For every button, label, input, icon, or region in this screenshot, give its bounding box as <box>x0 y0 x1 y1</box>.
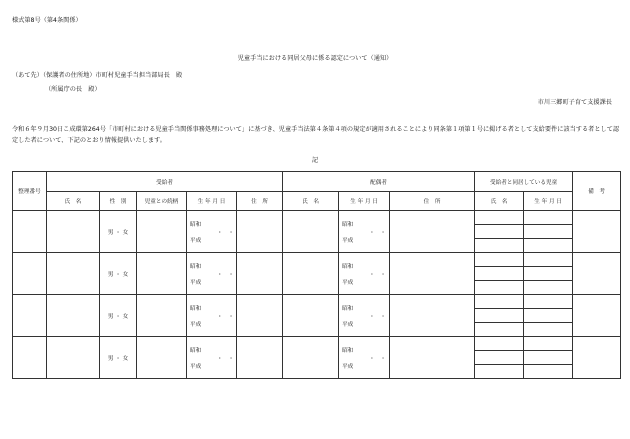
date-dots: ・ ・ <box>369 229 386 236</box>
date-dots: ・ ・ <box>369 313 386 320</box>
era-showa: 昭和 <box>342 263 354 270</box>
cell-recipient-address[interactable] <box>237 295 283 337</box>
cell-recipient-relation[interactable] <box>137 295 187 337</box>
cell-child-birthdate[interactable] <box>524 267 573 281</box>
sender-name: 市川三郷町子育て支援課長 <box>537 99 612 106</box>
header-spouse-name: 氏 名 <box>283 192 339 211</box>
cell-child-birthdate[interactable] <box>524 337 573 351</box>
cell-seiri[interactable] <box>13 337 47 379</box>
cell-spouse-birthdate[interactable] <box>339 211 390 253</box>
cell-child-birthdate[interactable] <box>524 225 573 239</box>
cell-seiri[interactable] <box>13 295 47 337</box>
era-heisei: 平成 <box>190 279 202 286</box>
header-biko: 備 考 <box>573 172 621 211</box>
cell-child-birthdate[interactable] <box>524 309 573 323</box>
cell-spouse-name[interactable] <box>283 337 339 379</box>
era-heisei: 平成 <box>342 237 354 244</box>
date-dots: ・ ・ <box>369 355 386 362</box>
cell-spouse-address[interactable] <box>390 211 475 253</box>
cell-spouse-name[interactable] <box>283 253 339 295</box>
cell-recipient-relation[interactable] <box>137 211 187 253</box>
era-heisei: 平成 <box>342 363 354 370</box>
document-title: 児童手当における同居父母に係る認定について（通知） <box>237 55 393 62</box>
era-heisei: 平成 <box>342 321 354 328</box>
ki-heading: 記 <box>311 157 319 164</box>
header-spouse-birthdate: 生 年 月 日 <box>339 192 390 211</box>
date-dots: ・ ・ <box>217 271 234 278</box>
cell-child-name[interactable] <box>475 337 524 351</box>
cell-spouse-address[interactable] <box>390 295 475 337</box>
cell-recipient-address[interactable] <box>237 337 283 379</box>
header-recipient-gender: 性 別 <box>100 192 137 211</box>
cell-child-birthdate[interactable] <box>524 295 573 309</box>
era-heisei: 平成 <box>190 363 202 370</box>
cell-child-name[interactable] <box>475 295 524 309</box>
header-spouse-address: 住 所 <box>390 192 475 211</box>
cell-recipient-name[interactable] <box>47 337 100 379</box>
era-showa: 昭和 <box>190 347 202 354</box>
cell-recipient-name[interactable] <box>47 211 100 253</box>
record-table <box>12 171 621 379</box>
cell-recipient-birthdate[interactable] <box>187 211 237 253</box>
body-paragraph: 令和６年９月30日こ成環第264号「市町村における児童手当関係事務処理について」に基づき、児童手当法第４条第４項の規定が適用されることにより同条第１項第１号に掲げる者として支給要件に該当する者として認定した者について、下記のとおり情報提供いたします。 <box>12 126 620 144</box>
cell-spouse-address[interactable] <box>390 253 475 295</box>
cell-spouse-birthdate[interactable] <box>339 253 390 295</box>
cell-child-birthdate[interactable] <box>524 253 573 267</box>
header-seiri-bango: 整理番号 <box>13 172 47 211</box>
cell-child-name[interactable] <box>475 351 524 365</box>
era-showa: 昭和 <box>342 305 354 312</box>
cell-biko[interactable] <box>573 337 621 379</box>
cell-child-birthdate[interactable] <box>524 365 573 379</box>
cell-biko[interactable] <box>573 253 621 295</box>
cell-recipient-relation[interactable] <box>137 337 187 379</box>
header-recipient-relation: 児童との続柄 <box>137 192 187 211</box>
cell-recipient-gender: 男 ・ 女 <box>100 295 137 337</box>
cell-child-birthdate[interactable] <box>524 351 573 365</box>
cell-spouse-name[interactable] <box>283 295 339 337</box>
addressee-line-1: （あて先）（保護者の住所地）市町村児童手当担当部局長 殿 <box>12 72 183 79</box>
cell-child-name[interactable] <box>475 309 524 323</box>
cell-recipient-gender: 男 ・ 女 <box>100 211 137 253</box>
era-showa: 昭和 <box>342 221 354 228</box>
cell-recipient-birthdate[interactable] <box>187 295 237 337</box>
cell-child-name[interactable] <box>475 365 524 379</box>
era-heisei: 平成 <box>190 321 202 328</box>
header-recipient-birthdate: 生 年 月 日 <box>187 192 237 211</box>
cell-child-birthdate[interactable] <box>524 239 573 253</box>
header-recipient-name: 氏 名 <box>47 192 100 211</box>
cell-child-name[interactable] <box>475 225 524 239</box>
cell-child-name[interactable] <box>475 281 524 295</box>
cell-seiri[interactable] <box>13 211 47 253</box>
cell-child-birthdate[interactable] <box>524 281 573 295</box>
header-child-birthdate: 生 年 月 日 <box>524 192 573 211</box>
header-recipient-group: 受給者 <box>47 172 283 192</box>
cell-spouse-address[interactable] <box>390 337 475 379</box>
addressee-line-2: （所属庁の長 殿） <box>45 86 101 93</box>
era-showa: 昭和 <box>190 221 202 228</box>
cell-seiri[interactable] <box>13 253 47 295</box>
date-dots: ・ ・ <box>369 271 386 278</box>
cell-child-name[interactable] <box>475 239 524 253</box>
cell-recipient-gender: 男 ・ 女 <box>100 337 137 379</box>
era-heisei: 平成 <box>190 237 202 244</box>
header-spouse-group: 配偶者 <box>283 172 475 192</box>
cell-recipient-name[interactable] <box>47 253 100 295</box>
form-number: 様式第8号（第4条関係） <box>12 17 82 24</box>
cell-recipient-address[interactable] <box>237 253 283 295</box>
cell-child-birthdate[interactable] <box>524 323 573 337</box>
cell-child-name[interactable] <box>475 253 524 267</box>
cell-recipient-birthdate[interactable] <box>187 337 237 379</box>
era-heisei: 平成 <box>342 279 354 286</box>
cell-recipient-gender: 男 ・ 女 <box>100 253 137 295</box>
cell-biko[interactable] <box>573 211 621 253</box>
cell-child-name[interactable] <box>475 267 524 281</box>
header-child-name: 氏 名 <box>475 192 524 211</box>
cell-child-birthdate[interactable] <box>524 211 573 225</box>
cell-child-name[interactable] <box>475 323 524 337</box>
cell-spouse-birthdate[interactable] <box>339 337 390 379</box>
era-showa: 昭和 <box>190 305 202 312</box>
cell-biko[interactable] <box>573 295 621 337</box>
date-dots: ・ ・ <box>217 313 234 320</box>
date-dots: ・ ・ <box>217 229 234 236</box>
header-recipient-address: 住 所 <box>237 192 283 211</box>
cell-child-name[interactable] <box>475 211 524 225</box>
header-child-group: 受給者と同居している児童 <box>475 172 573 192</box>
cell-recipient-relation[interactable] <box>137 253 187 295</box>
era-showa: 昭和 <box>342 347 354 354</box>
cell-spouse-birthdate[interactable] <box>339 295 390 337</box>
cell-recipient-address[interactable] <box>237 211 283 253</box>
cell-recipient-birthdate[interactable] <box>187 253 237 295</box>
cell-spouse-name[interactable] <box>283 211 339 253</box>
date-dots: ・ ・ <box>217 355 234 362</box>
cell-recipient-name[interactable] <box>47 295 100 337</box>
era-showa: 昭和 <box>190 263 202 270</box>
